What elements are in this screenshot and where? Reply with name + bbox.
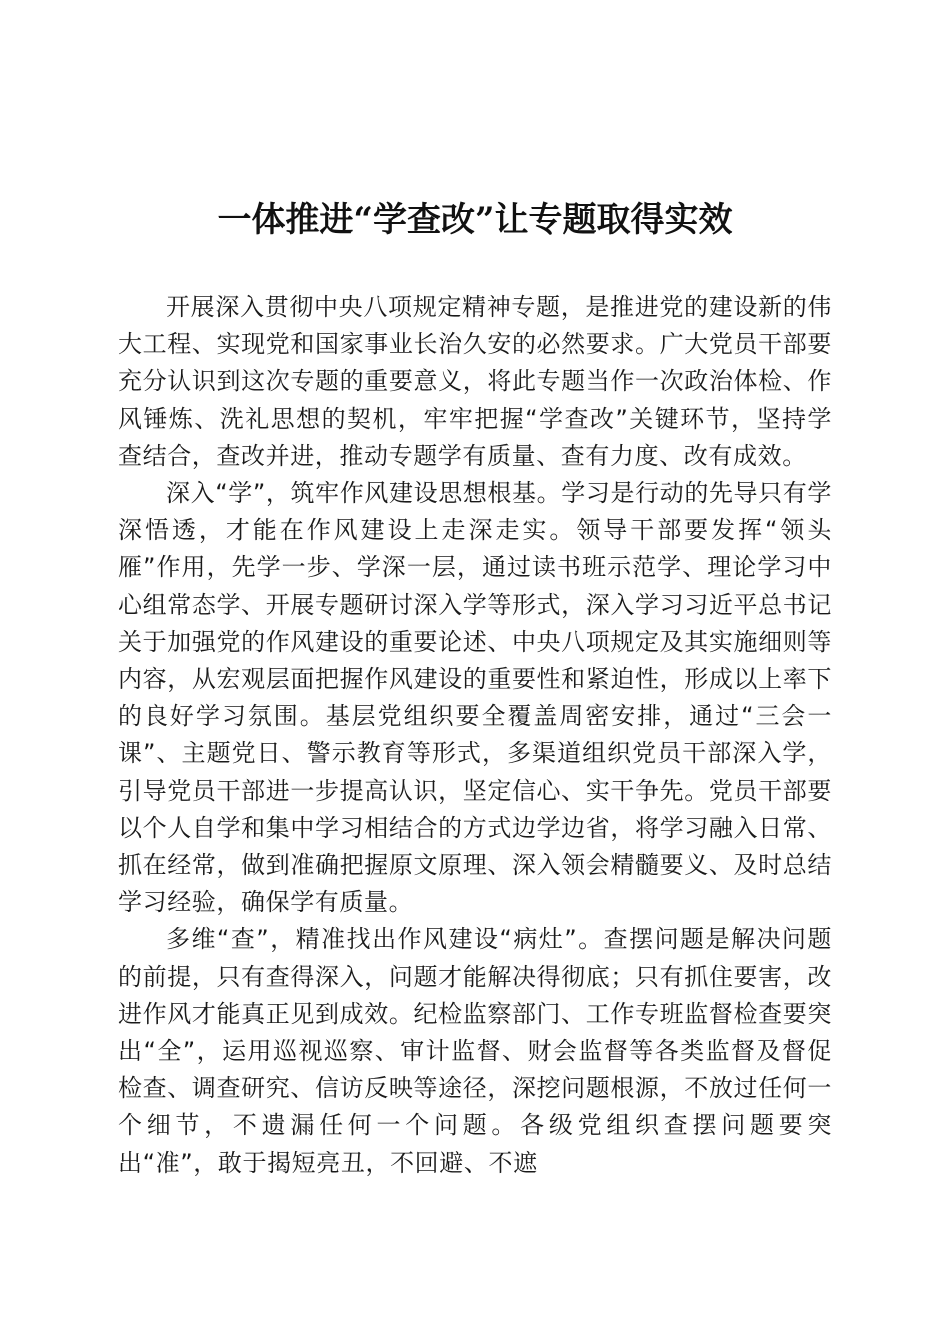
document-title: 一体推进“学查改”让专题取得实效 (217, 200, 733, 240)
paragraph-study: 深入“学”，筑牢作风建设思想根基。学习是行动的先导只有学深悟透，才能在作风建设上走深走实。领导干部要发挥“领头雁”作用，先学一步、学深一层，通过读书班示范学、理论学习中心组常态学、开展专题研讨深入学等形式，深入学习习近平总书记关于加强党的作风建设的重要论述、中央八项规定及其实施细则等内容，从宏观层面把握作风建设的重要性和紧迫性，形成以上率下的良好学习氛围。基层党组织要全覆盖周密安排，通过“三会一课”、主题党日、警示教育等形式，多渠道组织党员干部深入学，引导党员干部进一步提高认识，坚定信心、实干争先。党员干部要以个人自学和集中学习相结合的方式边学边省，将学习融入日常、抓在经常，做到准确把握原文原理、深入领会精髓要义、及时总结学习经验，确保学有质量。 (118, 479, 832, 917)
paragraph-intro: 开展深入贯彻中央八项规定精神专题，是推进党的建设新的伟大工程、实现党和国家事业长治久安的必然要求。广大党员干部要充分认识到这次专题的重要意义，将此专题当作一次政治体检、作风锤炼、洗礼思想的契机，牢牢把握“学查改”关键环节，坚持学查结合，查改并进，推动专题学有质量、查有力度、改有成效。 (118, 293, 832, 470)
document-body (118, 289, 832, 1182)
paragraph-inspect: 多维“查”，精准找出作风建设“病灶”。查摆问题是解决问题的前提，只有查得深入，问题才能解决得彻底；只有抓住要害，改进作风才能真正见到成效。纪检监察部门、工作专班监督检查要突出“全”，运用巡视巡察、审计监督、财会监督等各类监督及督促检查、调查研究、信访反映等途径，深挖问题根源，不放过任何一个细节，不遗漏任何一个问题。各级党组织查摆问题要突出“准”，敢于揭短亮丑，不回避、不遮 (118, 925, 832, 1177)
